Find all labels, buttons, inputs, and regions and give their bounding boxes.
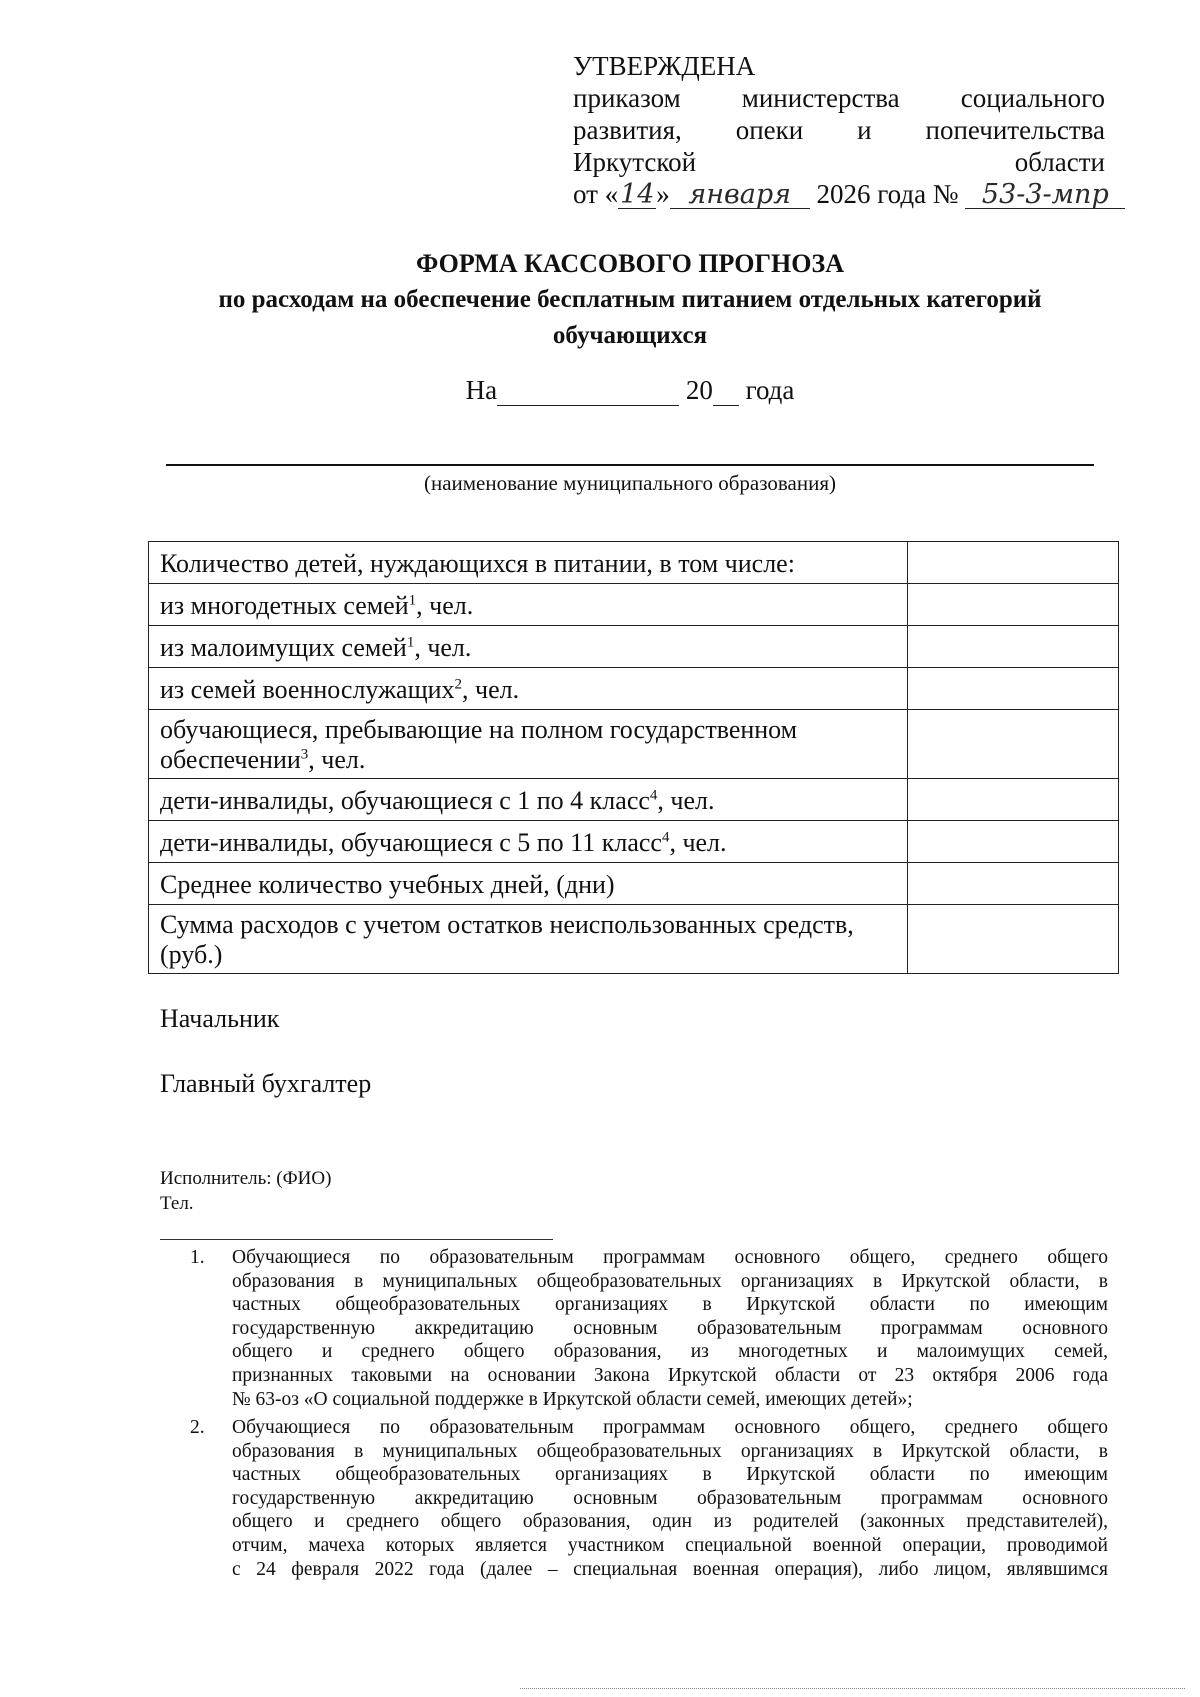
- date-prefix: от «: [573, 179, 619, 209]
- approval-line-2: [573, 82, 1105, 114]
- footnote-2: [180, 1416, 1108, 1581]
- approval-block: [573, 50, 1109, 210]
- row-label-unit: , чел.: [669, 827, 727, 857]
- head-signature-label: Начальник: [160, 1004, 280, 1033]
- footnote-ref: 4: [661, 828, 670, 845]
- period-suffix: года: [745, 375, 795, 405]
- footnote-line: Обучающиеся по образовательным программам основного общего, среднего общего: [232, 1247, 1108, 1268]
- row-label-unit: , чел.: [657, 785, 715, 815]
- approval-date-line: [573, 178, 1109, 210]
- footnote-line: государственную аккредитацию основным образовательным программам основного: [232, 1317, 1108, 1339]
- row-label-unit: , чел.: [416, 590, 474, 620]
- footnote-line: общего и среднего общего образования, из многодетных и малоимущих семей,: [232, 1341, 1108, 1363]
- footnote-line: отчим, мачеха которых является участником специальной военной операции, проводимой: [232, 1534, 1108, 1556]
- table-row: [149, 779, 1119, 821]
- footnote-line: признанных таковыми на основании Закона Иркутской области от 23 октября 2006 года: [232, 1364, 1108, 1386]
- row-label-text: из многодетных семей: [160, 590, 409, 620]
- table-row: [149, 905, 1119, 974]
- row-label-text: из малоимущих семей: [160, 632, 407, 662]
- footnote-line: частных общеобразовательных организациях в Иркутской области по имеющим: [232, 1464, 1108, 1486]
- footnote-line: государственную аккредитацию основным образовательным программам основного: [232, 1487, 1108, 1509]
- word: развития,: [573, 115, 682, 145]
- footnote-ref: 1: [408, 591, 417, 608]
- row-label: [149, 584, 908, 626]
- word: опеки: [735, 115, 804, 145]
- footnote-1-number: 1.: [190, 1247, 205, 1268]
- footnote-line: № 63-оз «О социальной поддержке в Иркутской области семей, имеющих детей»;: [232, 1388, 913, 1410]
- row-label: [149, 821, 908, 863]
- footnote-ref: 3: [300, 746, 309, 763]
- period-prefix: На: [465, 375, 498, 405]
- accountant-signature-label: Главный бухгалтер: [160, 1069, 372, 1098]
- forecast-table: [148, 541, 1119, 974]
- footnote-ref: 4: [649, 786, 658, 803]
- footnote-2-number: 2.: [190, 1417, 205, 1438]
- date-day-handwritten: 14: [620, 179, 655, 210]
- order-number-handwritten: 53-3-мпр: [965, 182, 1125, 209]
- title-line-1: ФОРМА КАССОВОГО ПРОГНОЗА: [415, 249, 845, 278]
- row-label: [149, 905, 908, 974]
- row-label: [149, 863, 908, 905]
- row-label-text: из семей военнослужащих: [160, 674, 455, 704]
- word: министерства: [741, 83, 900, 113]
- document-title: [140, 246, 1120, 354]
- municipality-caption: (наименование муниципального образования): [423, 471, 837, 495]
- footnote-line: общего и среднего общего образования, один из родителей (законных представителей),: [232, 1511, 1108, 1533]
- table-row: [149, 863, 1119, 905]
- footnote-2-text: [180, 1416, 1108, 1581]
- date-month-handwritten: января: [670, 182, 810, 209]
- footnote-line: образования в муниципальных общеобразовательных организациях в Иркутской области, в: [232, 1440, 1108, 1462]
- row-value-cell[interactable]: [908, 710, 1119, 779]
- title-line-2: по расходам на обеспечение бесплатным питанием отдельных категорий: [218, 286, 1042, 313]
- row-value-cell[interactable]: [908, 584, 1119, 626]
- row-label-text: дети-инвалиды, обучающиеся с 5 по 11 класс: [160, 827, 662, 857]
- footnote-1-text: [180, 1246, 1108, 1411]
- municipality-line: [166, 464, 1094, 466]
- date-mid: »: [656, 179, 670, 209]
- word: области: [1014, 147, 1105, 177]
- row-label-unit: , чел.: [414, 632, 472, 662]
- row-label-text: Сумма расходов с учетом остатков неиспользованных средств, (руб.): [160, 910, 854, 969]
- word: попечительства: [925, 115, 1105, 145]
- period-blank-field: [497, 379, 679, 406]
- table-row: [149, 626, 1119, 668]
- row-value-cell[interactable]: [908, 779, 1119, 821]
- row-label-text: обучающиеся, пребывающие на полном государственном обеспечении: [160, 715, 798, 774]
- row-value-cell[interactable]: [908, 863, 1119, 905]
- table-row: [149, 710, 1119, 779]
- phone-label: Тел.: [160, 1193, 194, 1214]
- footnote-1: [180, 1246, 1108, 1411]
- table-row: [149, 542, 1119, 584]
- table-row: [149, 668, 1119, 710]
- row-value-cell[interactable]: [908, 542, 1119, 584]
- footnote-line: частных общеобразовательных организациях в Иркутской области по имеющим: [232, 1294, 1108, 1316]
- forecast-table-body: [149, 542, 1119, 974]
- row-label-text: Среднее количество учебных дней, (дни): [160, 869, 615, 899]
- row-label-text: дети-инвалиды, обучающиеся с 1 по 4 класс: [160, 785, 650, 815]
- executor-label: Исполнитель: (ФИО): [160, 1168, 332, 1189]
- row-value-cell[interactable]: [908, 626, 1119, 668]
- word: и: [857, 115, 872, 145]
- approval-line-4: [573, 146, 1105, 178]
- row-label-unit: , чел.: [462, 674, 520, 704]
- footnote-separator: [160, 1239, 553, 1240]
- page-bottom-rule: [520, 1688, 1185, 1689]
- footnote-line: Обучающиеся по образовательным программам основного общего, среднего общего: [232, 1417, 1108, 1438]
- title-line-3: обучающихся: [552, 322, 708, 349]
- row-value-cell[interactable]: [908, 821, 1119, 863]
- date-suffix: 2026 года №: [816, 179, 959, 209]
- row-label: [149, 668, 908, 710]
- row-label: [149, 779, 908, 821]
- row-label: [149, 626, 908, 668]
- word: приказом: [573, 83, 681, 113]
- period-year-prefix: 20: [685, 375, 713, 405]
- approved-label: УТВЕРЖДЕНА: [573, 51, 756, 81]
- footnote-ref: 2: [454, 675, 463, 692]
- period-line: [140, 375, 1120, 406]
- row-value-cell[interactable]: [908, 668, 1119, 710]
- row-label-unit: , чел.: [308, 745, 366, 774]
- row-label: [149, 542, 908, 584]
- word: социального: [960, 83, 1105, 113]
- footnote-line: образования в муниципальных общеобразовательных организациях в Иркутской области, в: [232, 1270, 1108, 1292]
- table-row: [149, 584, 1119, 626]
- footnote-ref: 1: [406, 633, 415, 650]
- table-row: [149, 821, 1119, 863]
- row-label: [149, 710, 908, 779]
- footnote-line: с 24 февраля 2022 года (далее – специальная военная операция), либо лицом, являвшимся: [232, 1558, 1108, 1580]
- period-year-blank: [713, 379, 739, 406]
- row-value-cell[interactable]: [908, 905, 1119, 974]
- approval-line-3: [573, 114, 1105, 146]
- word: Иркутской: [573, 147, 697, 177]
- row-label-text: Количество детей, нуждающихся в питании, в том числе:: [160, 548, 795, 578]
